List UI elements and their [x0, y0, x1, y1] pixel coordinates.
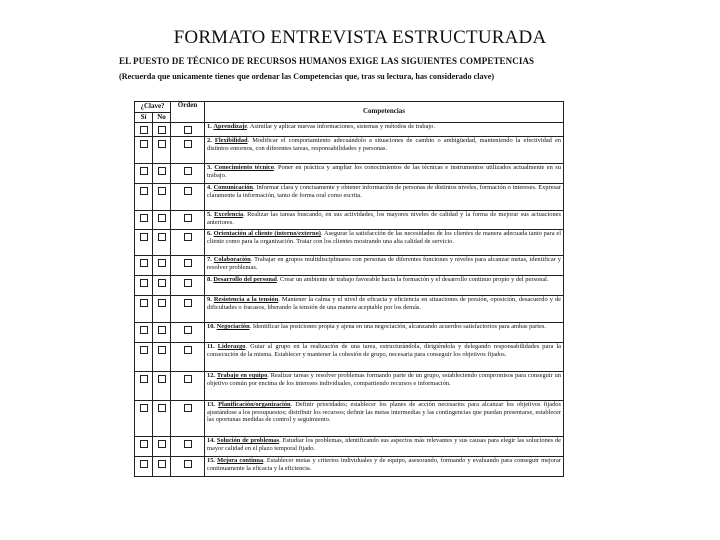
orden-checkbox[interactable] — [184, 167, 192, 175]
table-row — [135, 296, 564, 323]
si-checkbox-cell — [135, 343, 153, 372]
competency-description: . Realizar tareas y resolver problemas formando parte de un grupo, estableciendo compromisos para conseguir un objetivo común por encima de los intereses individuales, compartiendo recursos e información. — [207, 372, 562, 387]
orden-checkbox[interactable] — [184, 214, 192, 222]
si-checkbox-cell — [135, 276, 153, 296]
si-checkbox-cell — [135, 323, 153, 343]
competency-cell — [205, 343, 564, 372]
competency-number: 14. — [207, 437, 216, 445]
document-note: (Recuerda que unicamente tienes que ordenar las Competencias que, tras su lectura, has considerado clave) — [119, 72, 495, 81]
competency-number: 13. — [207, 401, 216, 409]
header-si: Sí — [135, 113, 153, 123]
competency-number: 2. — [207, 137, 212, 145]
competency-name: Excelencia — [214, 211, 244, 219]
competency-name: Solución de problemas — [216, 437, 280, 445]
orden-checkbox[interactable] — [184, 279, 192, 287]
competency-name: Resistencia a la tensión — [213, 296, 279, 304]
competency-number: 15. — [207, 457, 216, 465]
table-row — [135, 256, 564, 276]
competency-cell — [205, 211, 564, 230]
competency-number: 7. — [207, 256, 212, 264]
competencies-table — [134, 101, 564, 477]
competency-description: . Trabajar en grupos multidisciplinares con personas de diferentes funciones y niveles para alcanzar metas, identificar y resolver problemas. — [207, 256, 561, 271]
competency-cell — [205, 123, 564, 137]
competency-number: 12. — [207, 372, 216, 380]
no-checkbox[interactable] — [158, 299, 166, 307]
orden-checkbox-cell — [171, 276, 205, 296]
si-checkbox[interactable] — [140, 187, 148, 195]
no-checkbox-cell — [153, 211, 171, 230]
si-checkbox-cell — [135, 164, 153, 184]
no-checkbox-cell — [153, 437, 171, 457]
orden-checkbox[interactable] — [184, 187, 192, 195]
competency-description: . Asimilar y aplicar nuevas informaciones, sistemas y métodos de trabajo. — [247, 123, 435, 130]
table-row — [135, 457, 564, 477]
competency-number: 4. — [207, 184, 212, 192]
competency-cell — [205, 372, 564, 401]
competency-name: Negociación — [216, 323, 250, 331]
orden-checkbox-cell — [171, 230, 205, 256]
table-row — [135, 437, 564, 457]
orden-checkbox[interactable] — [184, 440, 192, 448]
no-checkbox-cell — [153, 184, 171, 211]
header-orden: Orden — [171, 102, 205, 123]
orden-checkbox-cell — [171, 437, 205, 457]
si-checkbox-cell — [135, 437, 153, 457]
si-checkbox-cell — [135, 230, 153, 256]
orden-checkbox-cell — [171, 184, 205, 211]
orden-checkbox-cell — [171, 323, 205, 343]
competency-cell — [205, 137, 564, 164]
competencies-body — [135, 123, 564, 477]
competency-description: . Modificar el comportamiento adecuándolo a situaciones de cambio o ambigüedad, manteniendo la efectividad en distintos entornos, con diferentes tareas, responsabilidades y personas. — [207, 137, 561, 152]
orden-checkbox[interactable] — [184, 140, 192, 148]
no-checkbox[interactable] — [158, 167, 166, 175]
orden-checkbox[interactable] — [184, 326, 192, 334]
orden-checkbox-cell — [171, 343, 205, 372]
competency-description: . Estudiar los problemas, identificando sus aspectos más relevantes y sus causas para elegir las soluciones de mayor calidad en el plazo temporal fijado. — [207, 437, 562, 452]
si-checkbox[interactable] — [140, 214, 148, 222]
no-checkbox[interactable] — [158, 187, 166, 195]
competency-cell — [205, 164, 564, 184]
si-checkbox-cell — [135, 184, 153, 211]
table-row — [135, 164, 564, 184]
si-checkbox[interactable] — [140, 167, 148, 175]
orden-checkbox-cell — [171, 256, 205, 276]
no-checkbox-cell — [153, 343, 171, 372]
si-checkbox[interactable] — [140, 140, 148, 148]
table-row — [135, 276, 564, 296]
no-checkbox-cell — [153, 256, 171, 276]
competency-number: 3. — [207, 164, 212, 172]
competency-name: Conocimiento técnico — [214, 164, 274, 172]
no-checkbox[interactable] — [158, 346, 166, 354]
competency-description: . Crear un ambiente de trabajo favorable hacia la formación y el desarrollo continuo propio y del personal. — [276, 276, 549, 284]
si-checkbox[interactable] — [140, 440, 148, 448]
competency-description: . Realizar las tareas buscando, en sus actividades, los mayores niveles de calidad y la forma de mejorar sus actuaciones anteriores. — [207, 211, 562, 226]
no-checkbox-cell — [153, 276, 171, 296]
orden-checkbox[interactable] — [184, 460, 192, 468]
table-row — [135, 343, 564, 372]
table-row — [135, 211, 564, 230]
no-checkbox[interactable] — [158, 140, 166, 148]
competency-name: Liderazgo — [217, 343, 246, 351]
competency-cell — [205, 437, 564, 457]
table-row — [135, 372, 564, 401]
competency-name: Comunicación — [213, 184, 253, 192]
no-checkbox[interactable] — [158, 460, 166, 468]
header-competencias: Competencias — [205, 102, 564, 123]
orden-checkbox[interactable] — [184, 233, 192, 241]
no-checkbox-cell — [153, 296, 171, 323]
table-row — [135, 230, 564, 256]
no-checkbox-cell — [153, 123, 171, 137]
orden-checkbox-cell — [171, 211, 205, 230]
si-checkbox[interactable] — [140, 460, 148, 468]
si-checkbox[interactable] — [140, 375, 148, 383]
no-checkbox[interactable] — [158, 233, 166, 241]
competency-name: Desarrollo del personal — [213, 276, 277, 284]
no-checkbox[interactable] — [158, 279, 166, 287]
competency-number: 10. — [207, 323, 216, 331]
competency-name: Mejora continua — [217, 457, 264, 465]
si-checkbox[interactable] — [140, 126, 148, 134]
orden-checkbox-cell — [171, 401, 205, 437]
document-header — [119, 56, 579, 82]
competency-number: 9. — [207, 296, 212, 304]
no-checkbox-cell — [153, 457, 171, 477]
header-no: No — [153, 113, 171, 123]
no-checkbox[interactable] — [158, 326, 166, 334]
competency-description: . Informar clara y concisamente y obtener información de personas de distintos niveles, formación o intereses. Expresar claramente la información, tanto de forma oral como escrita. — [207, 184, 561, 199]
no-checkbox[interactable] — [158, 214, 166, 222]
si-checkbox-cell — [135, 123, 153, 137]
si-checkbox-cell — [135, 401, 153, 437]
competency-cell — [205, 184, 564, 211]
competency-number: 1. — [207, 123, 212, 130]
table-row — [135, 123, 564, 137]
competency-description: . Guiar al grupo en la realización de una tarea, estructurándola, dirigiéndola y delegando responsabilidades para la consecución de la misma. Establecer y mantener la cohesión de grupo, necesaria para conseguir los objetivos fijados. — [207, 343, 561, 358]
table-row — [135, 184, 564, 211]
competency-number: 11. — [207, 343, 215, 351]
si-checkbox-cell — [135, 372, 153, 401]
competency-cell — [205, 276, 564, 296]
no-checkbox[interactable] — [158, 259, 166, 267]
table-row — [135, 323, 564, 343]
competency-name: Trabajo en equipo — [216, 372, 268, 380]
orden-checkbox[interactable] — [184, 259, 192, 267]
no-checkbox-cell — [153, 323, 171, 343]
competency-description: . Asegurar la satisfacción de las necesidades de los clientes de manera adecuada tanto para el cliente como para la organización. Tratar con los clientes mostrando una alta calidad de servicio. — [207, 230, 561, 245]
si-checkbox-cell — [135, 256, 153, 276]
si-checkbox[interactable] — [140, 404, 148, 412]
no-checkbox-cell — [153, 230, 171, 256]
si-checkbox[interactable] — [140, 326, 148, 334]
competency-cell — [205, 296, 564, 323]
competency-description: . Poner en práctica y ampliar los conocimientos de las técnicas e instrumentos utilizados actualmente en su trabajo. — [207, 164, 561, 179]
competency-name: Colaboración — [213, 256, 251, 264]
table-row — [135, 401, 564, 437]
competency-cell — [205, 256, 564, 276]
slide-title: FORMATO ENTREVISTA ESTRUCTURADA — [173, 27, 547, 48]
si-checkbox-cell — [135, 457, 153, 477]
no-checkbox-cell — [153, 372, 171, 401]
header-clave: ¿Clave? — [135, 102, 171, 113]
si-checkbox-cell — [135, 296, 153, 323]
si-checkbox-cell — [135, 137, 153, 164]
orden-checkbox[interactable] — [184, 404, 192, 412]
no-checkbox-cell — [153, 164, 171, 184]
orden-checkbox[interactable] — [184, 299, 192, 307]
document-heading: EL PUESTO DE TÉCNICO DE RECURSOS HUMANOS EXIGE LAS SIGUIENTES COMPETENCIAS — [119, 56, 535, 66]
competency-number: 5. — [207, 211, 212, 219]
orden-checkbox[interactable] — [184, 346, 192, 354]
competency-description: . Establecer metas y criterios individuales y de equipo, asesorando, formando y evaluando para conseguir mejorar continuamente la eficacia y la eficiencia. — [207, 457, 561, 472]
si-checkbox[interactable] — [140, 233, 148, 241]
si-checkbox[interactable] — [140, 279, 148, 287]
orden-checkbox-cell — [171, 457, 205, 477]
competency-cell — [205, 401, 564, 437]
competency-description: . Definir prioridades; establecer los planes de acción necesarios para alcanzar los objetivos fijados ajustándose a los presupuestos; distribuir los recursos; definir las metas intermedias y las contingencias que puedan presentarse, establecer las oportunas medidas de control y seguimiento. — [207, 401, 561, 424]
competency-description: . Identificar las posiciones propia y ajena en una negociación, alcanzando acuerdos satisfactorios para ambas partes. — [249, 323, 546, 331]
table-row — [135, 137, 564, 164]
no-checkbox-cell — [153, 401, 171, 437]
no-checkbox[interactable] — [158, 375, 166, 383]
competency-description: . Mantener la calma y el nivel de eficacia y eficiencia en situaciones de presión, oposición, desacuerdo y de dificultades o fracasos, liberando la tensión de una manera aceptable por los demás. — [207, 296, 561, 311]
no-checkbox-cell — [153, 137, 171, 164]
si-checkbox[interactable] — [140, 346, 148, 354]
no-checkbox[interactable] — [158, 440, 166, 448]
no-checkbox[interactable] — [158, 404, 166, 412]
no-checkbox[interactable] — [158, 126, 166, 134]
orden-checkbox-cell — [171, 137, 205, 164]
si-checkbox[interactable] — [140, 299, 148, 307]
competency-name: Flexibilidad — [214, 137, 248, 145]
competency-name: Aprendizaje — [213, 123, 248, 130]
competency-cell — [205, 323, 564, 343]
competency-number: 6. — [207, 230, 212, 238]
competency-name: Orientación al cliente (interno/externo) — [213, 230, 321, 238]
competency-number: 8. — [207, 276, 212, 284]
orden-checkbox[interactable] — [184, 126, 192, 134]
competency-name: Planificación/organización — [218, 401, 291, 409]
si-checkbox[interactable] — [140, 259, 148, 267]
competency-cell — [205, 457, 564, 477]
competency-cell — [205, 230, 564, 256]
orden-checkbox-cell — [171, 296, 205, 323]
orden-checkbox-cell — [171, 123, 205, 137]
orden-checkbox[interactable] — [184, 375, 192, 383]
orden-checkbox-cell — [171, 372, 205, 401]
si-checkbox-cell — [135, 211, 153, 230]
orden-checkbox-cell — [171, 164, 205, 184]
